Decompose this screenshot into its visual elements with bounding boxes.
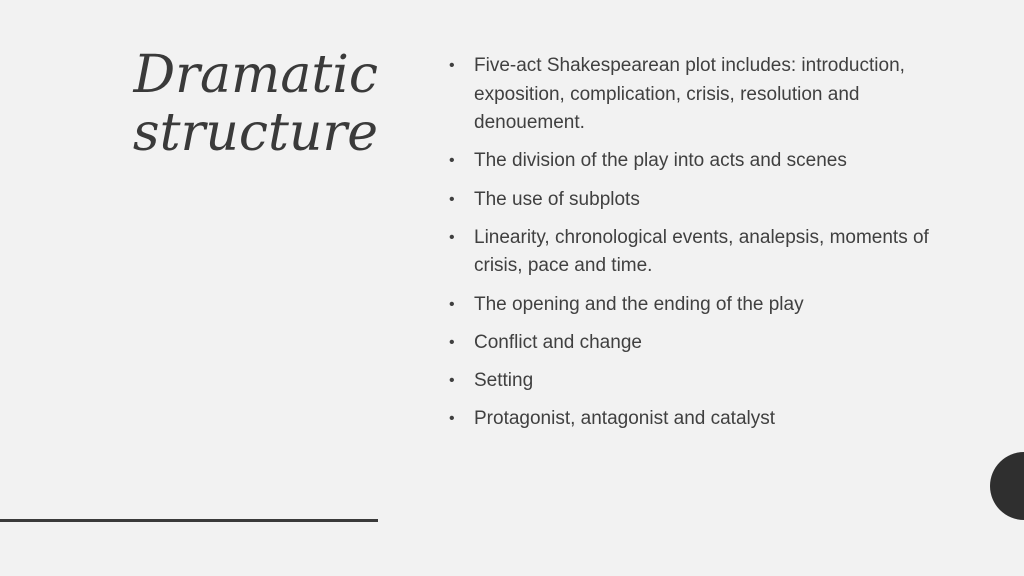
bullet-item-acts-scenes bbox=[446, 147, 946, 176]
bullet-item-five-act-plot bbox=[446, 52, 946, 138]
bullet-text: Protagonist, antagonist and catalyst bbox=[474, 408, 776, 430]
bullet-dot-icon: • bbox=[449, 333, 455, 351]
bullet-list bbox=[446, 52, 946, 443]
bullet-text: The opening and the ending of the play bbox=[474, 293, 804, 315]
decorative-circle bbox=[990, 452, 1024, 520]
bullet-text: Conflict and change bbox=[474, 331, 642, 353]
bullet-text: Linearity, chronological events, analepsis, moments of crisis, pace and time. bbox=[474, 226, 929, 277]
bullet-dot-icon: • bbox=[449, 410, 455, 428]
bullet-text: The use of subplots bbox=[474, 188, 640, 210]
title-divider-line bbox=[0, 519, 378, 522]
bullet-text: The division of the play into acts and scenes bbox=[474, 150, 847, 172]
bullet-dot-icon: • bbox=[449, 152, 455, 170]
slide-title-line-2: structure bbox=[132, 103, 378, 163]
bullet-item-subplots bbox=[446, 186, 946, 215]
bullet-item-opening-ending bbox=[446, 291, 946, 320]
bullet-item-conflict-change bbox=[446, 329, 946, 358]
bullet-text: Five-act Shakespearean plot includes: introduction, exposition, complication, crisis, resolution and denouement. bbox=[474, 55, 905, 134]
bullet-dot-icon: • bbox=[449, 57, 455, 74]
bullet-dot-icon: • bbox=[449, 295, 455, 313]
bullet-dot-icon: • bbox=[449, 228, 455, 246]
bullet-item-setting bbox=[446, 367, 946, 396]
slide-title bbox=[58, 46, 378, 162]
bullet-item-linearity bbox=[446, 224, 946, 281]
slide-title-line-1: Dramatic bbox=[133, 45, 378, 105]
bullet-text: Setting bbox=[474, 369, 534, 391]
bullet-dot-icon: • bbox=[449, 190, 455, 208]
bullet-dot-icon: • bbox=[449, 371, 455, 389]
bullet-item-characters bbox=[446, 405, 946, 434]
